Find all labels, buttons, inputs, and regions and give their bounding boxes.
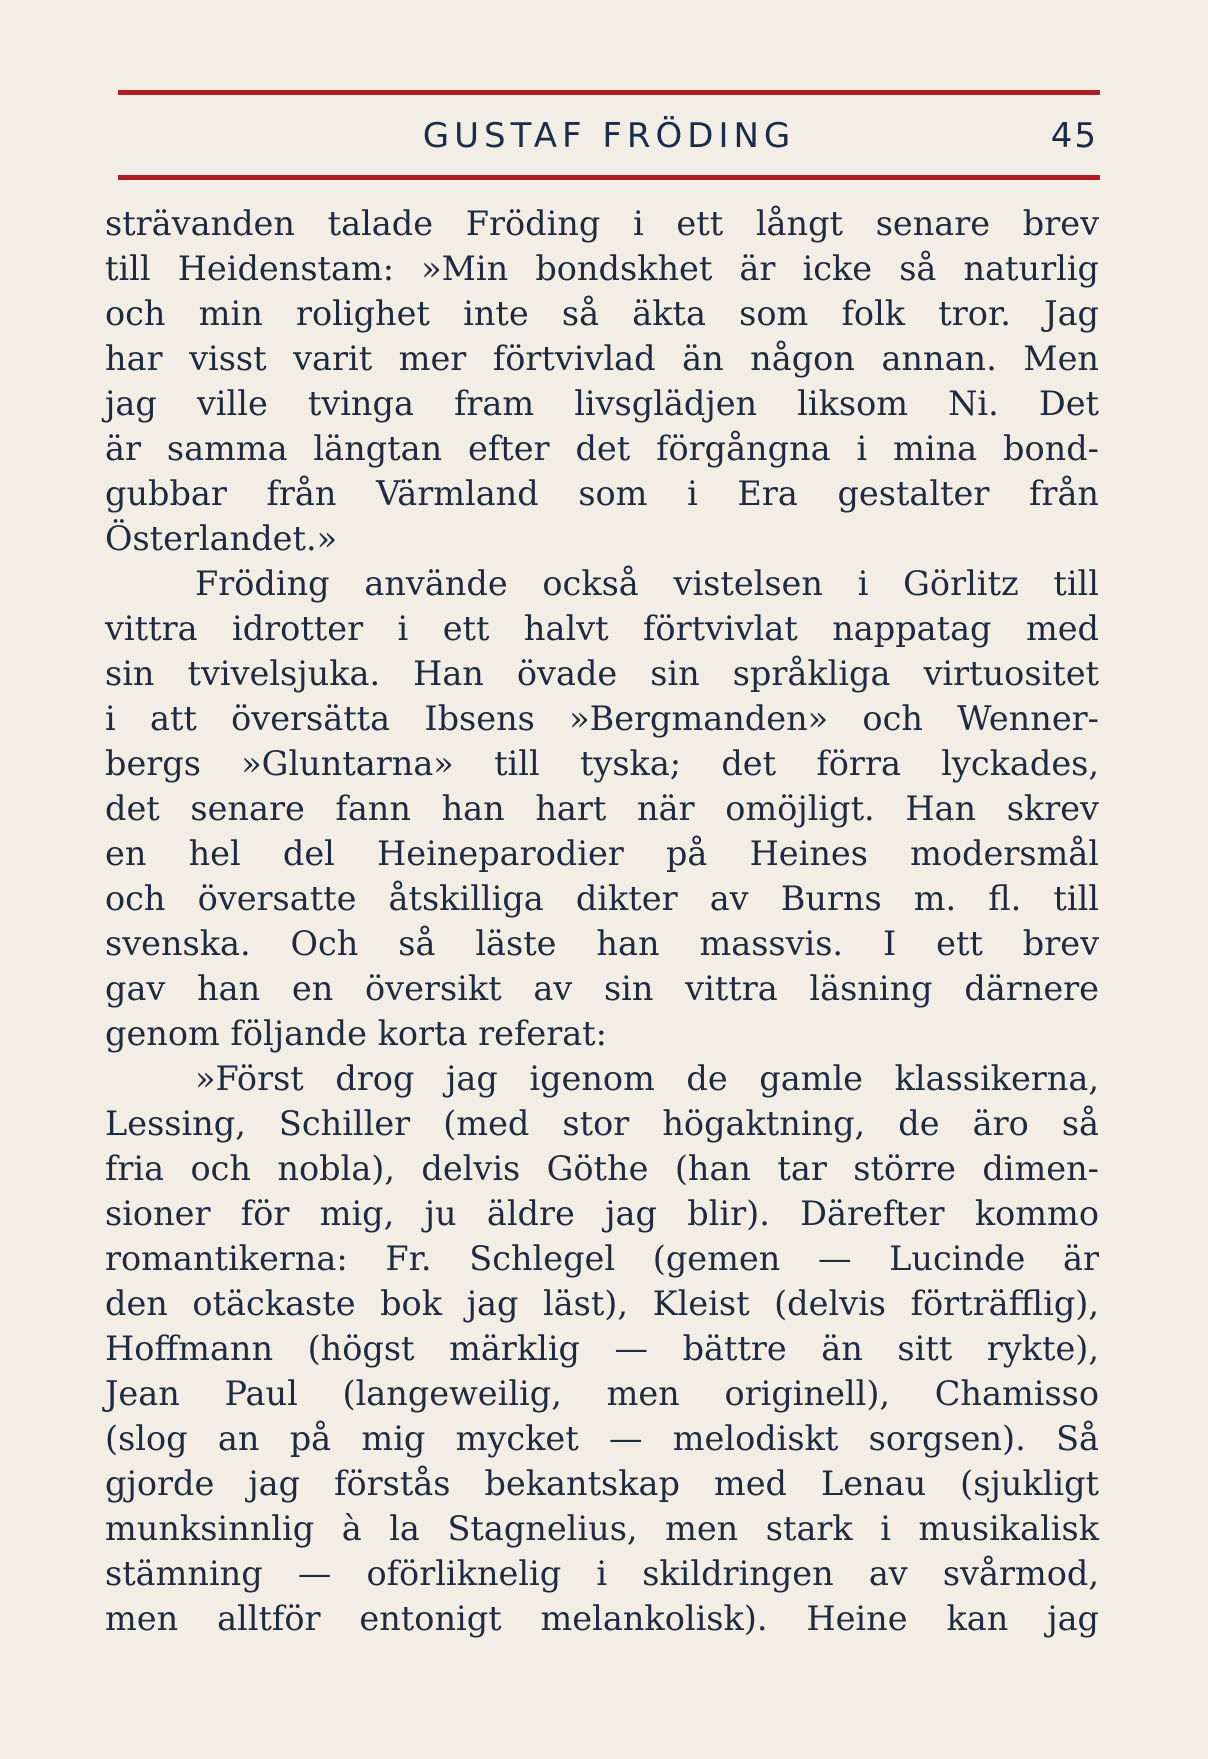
text-line: sin tvivelsjuka. Han övade sin språkliga virtuositet: [105, 654, 1099, 693]
paragraph-start-line: Fröding använde också vistelsen i Görlitz till: [195, 564, 1099, 603]
text-line: en hel del Heineparodier på Heines modersmål: [105, 834, 1099, 873]
text-line: svenska. Och så läste han massvis. I ett brev: [105, 924, 1099, 963]
text-line: Österlandet.»: [105, 519, 338, 558]
text-line: har visst varit mer förtvivlad än någon annan. Men: [105, 339, 1099, 378]
text-line: gubbar från Värmland som i Era gestalter från: [105, 474, 1099, 513]
text-line: gjorde jag förstås bekantskap med Lenau (sjukligt: [105, 1464, 1099, 1503]
header-rule-top: [118, 90, 1100, 95]
text-line: jag ville tvinga fram livsglädjen liksom Ni. Det: [105, 384, 1099, 423]
paragraph-start-line: »Först drog jag igenom de gamle klassikerna,: [195, 1059, 1099, 1098]
text-line: strävanden talade Fröding i ett långt senare brev: [105, 204, 1099, 243]
text-line: stämning — oförliknelig i skildringen av svårmod,: [105, 1554, 1099, 1593]
text-line: men alltför entonigt melankolisk). Heine kan jag: [105, 1599, 1099, 1638]
page-number: 45: [1050, 116, 1098, 156]
text-line: Hoffmann (högst märklig — bättre än sitt rykte),: [105, 1329, 1099, 1368]
text-line: munksinnlig à la Stagnelius, men stark i musikalisk: [105, 1509, 1099, 1548]
text-line: den otäckaste bok jag läst), Kleist (delvis förträfflig),: [105, 1284, 1099, 1323]
text-line: det senare fann han hart när omöjligt. Han skrev: [105, 789, 1099, 828]
body-text: [105, 201, 1099, 1641]
text-line: romantikerna: Fr. Schlegel (gemen — Lucinde är: [105, 1239, 1099, 1278]
text-line: är samma längtan efter det förgångna i mina bond-: [105, 429, 1099, 468]
text-line: Lessing, Schiller (med stor högaktning, de äro så: [105, 1104, 1099, 1143]
running-header: [118, 112, 1100, 168]
text-line: och min rolighet inte så äkta som folk tror. Jag: [105, 294, 1099, 333]
text-line: och översatte åtskilliga dikter av Burns m. fl. till: [105, 879, 1099, 918]
text-line: sioner för mig, ju äldre jag blir). Därefter kommo: [105, 1194, 1099, 1233]
text-line: fria och nobla), delvis Göthe (han tar större dimen-: [105, 1149, 1099, 1188]
text-line: gav han en översikt av sin vittra läsning därnere: [105, 969, 1099, 1008]
text-line: Jean Paul (langeweilig, men originell), Chamisso: [105, 1374, 1099, 1413]
text-line: till Heidenstam: »Min bondskhet är icke så naturlig: [105, 249, 1099, 288]
header-rule-bottom: [118, 175, 1100, 180]
text-line: vittra idrotter i ett halvt förtvivlat nappatag med: [105, 609, 1099, 648]
text-line: i att översätta Ibsens »Bergmanden» och Wenner-: [105, 699, 1099, 738]
text-line: genom följande korta referat:: [105, 1014, 607, 1053]
text-line: bergs »Gluntarna» till tyska; det förra lyckades,: [105, 744, 1099, 783]
running-title: GUSTAF FRÖDING: [422, 116, 796, 156]
text-line: (slog an på mig mycket — melodiskt sorgsen). Så: [105, 1419, 1099, 1458]
